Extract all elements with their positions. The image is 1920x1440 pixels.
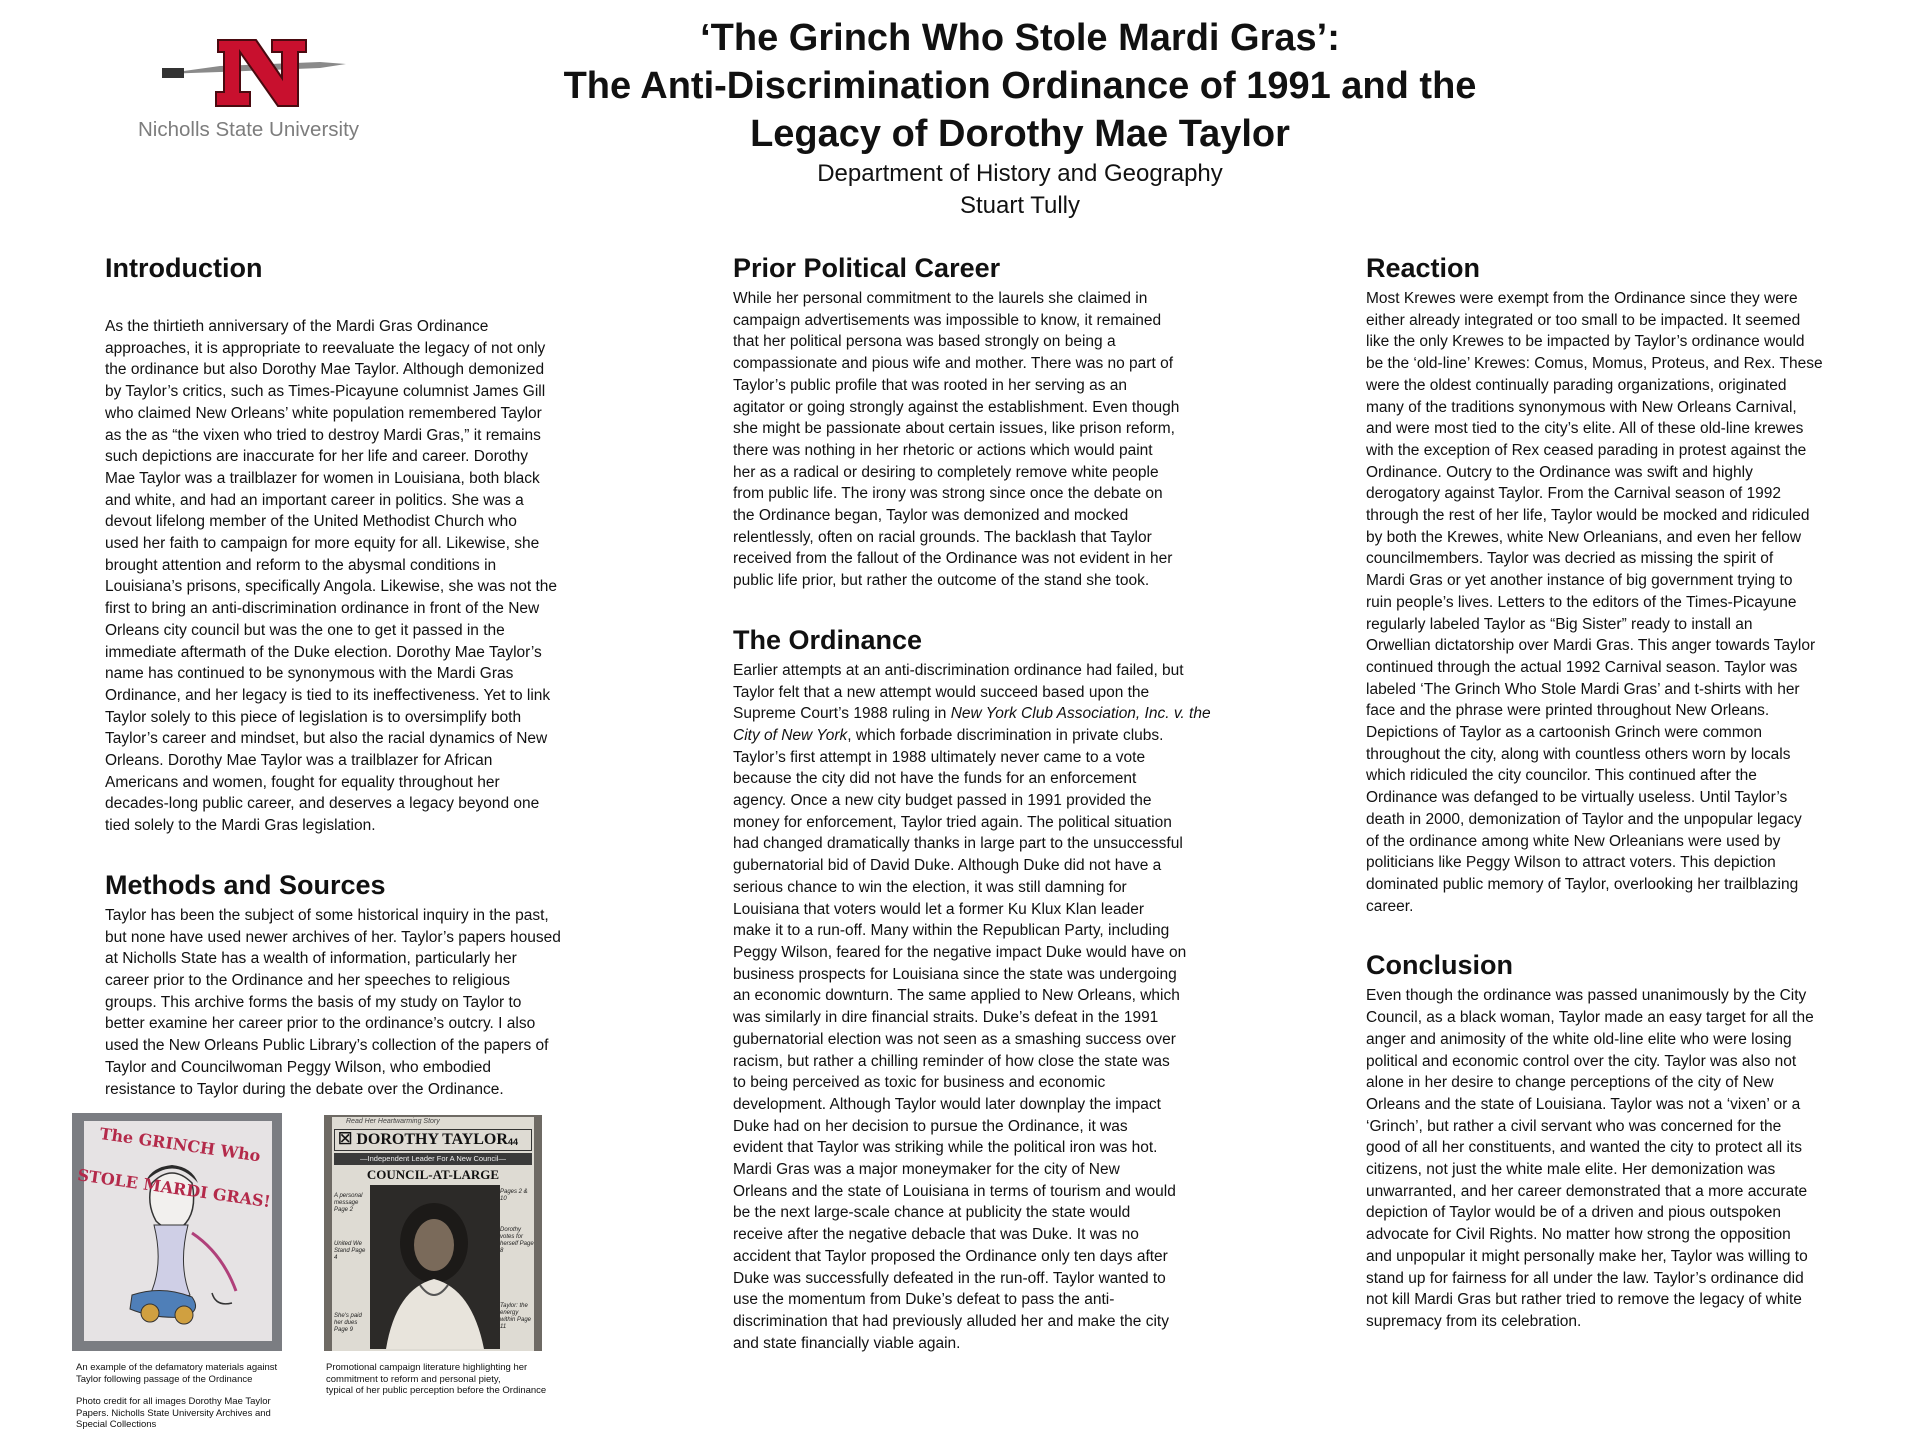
column-left bbox=[105, 250, 593, 1100]
side-note-3: United We Stand Page 4 bbox=[334, 1241, 366, 1261]
introduction-heading: Introduction bbox=[105, 253, 263, 283]
campaign-literature-photo bbox=[324, 1115, 542, 1351]
ordinance-text-before-case: Earlier attempts at an anti-discrimination ordinance had failed, but Taylor felt that a new attempt would succeed based upon the Supreme Court’s 1988 ruling in bbox=[733, 661, 1184, 723]
reaction-text: Most Krewes were exempt from the Ordinance since they were either already integrated or too small to be impacted. It seemed like the only Krewes to be impacted by Taylor’s ordinance would be the ‘old-line’ Krewes: Comus, Momus, Proteus, and Rex. These were the oldest continually parading organizations, originated many of the traditions synonymous with New Orleans Carnival, and were most tied to the city’s elite. All of these old-line krewes with the exception of Rex ceased parading in protest against the Ordinance. Outcry to the Ordinance was swift and highly derogatory against Taylor. From the Carnival season of 1992 through the rest of her life, Taylor would be mocked and ridiculed by both the Krewes, white New Orleanians, and even her fellow councilmembers. Taylor was decried as missing the spirit of Mardi Gras or yet another instance of big government trying to ruin people’s lives. Letters to the editors of the Times-Picayune regularly labeled Taylor as “Big Sister” ready to install an Orwellian dictatorship over Mardi Gras. This anger towards Taylor continued through the actual 1992 Carnival season. Taylor was labeled ‘The Grinch Who Stole Mardi Gras’ and t-shirts with her face and the phrase were printed throughout New Orleans. Depictions of Taylor as a cartoonish Grinch were common throughout the city, along with countless others worn by locals which ridiculed the city councilor. This continued after the Ordinance was defanged to be virtually useless. Until Taylor’s death in 2000, demonization of Taylor and the unpopular legacy of the ordinance among white New Orleanians were used by politicians like Peggy Wilson to attract voters. This depiction dominated public memory of Taylor, overlooking her trailblazing career. bbox=[1366, 290, 1823, 915]
side-note-2: Pages 2 & 10 bbox=[500, 1189, 528, 1202]
figure-1-caption: An example of the defamatory materials against Taylor following passage of the Ordinance bbox=[76, 1362, 278, 1385]
methods-heading: Methods and Sources bbox=[105, 869, 386, 900]
candidate-portrait-icon bbox=[370, 1185, 500, 1349]
methods-text: Taylor has been the subject of some historical inquiry in the past, but none have used newer archives of her. Taylor’s papers housed at Nicholls State has a wealth of information, particularly her career prior to the Ordinance and her speeches to religious groups. This archive forms the basis of my study on Taylor to better examine her career prior to the ordinance’s outcry. I also used the New Orleans Public Library’s collection of the papers of Taylor and Councilwoman Peggy Wilson, who embodied resistance to Taylor during the debate over the Ordinance. bbox=[105, 906, 561, 1098]
side-note-5: She's paid her dues Page 9 bbox=[334, 1313, 362, 1333]
university-name: Nicholls State University bbox=[138, 118, 360, 141]
prior-career-heading: Prior Political Career bbox=[733, 253, 1001, 283]
candidate-name-text: DOROTHY TAYLOR bbox=[356, 1131, 508, 1148]
office-title: COUNCIL-AT-LARGE bbox=[366, 1167, 500, 1182]
department: Department of History and Geography bbox=[817, 160, 1223, 187]
poster-title-line-1: ‘The Grinch Who Stole Mardi Gras’: bbox=[700, 17, 1340, 59]
prior-career-text: While her personal commitment to the laurels she claimed in campaign advertisements was impossible to know, it remained that her political persona was based strongly on being a compassionate and pious wife and mother. There was no part of Taylor’s public profile that was rooted in her serving as an agitator or going strongly against the establishment. Even though she might be passionate about certain issues, like prison reform, there was nothing in her rhetoric or actions which would paint her as a radical or desiring to completely remove white people from public life. The irony was strong since once the debate on the Ordinance began, Taylor was demonized and mocked relentlessly, often on racial grounds. The backlash that Taylor received from the fallout of the Ordinance was not evident in her public life prior, but rather the outcome of the stand she took. bbox=[733, 290, 1180, 590]
poster-header bbox=[480, 14, 1560, 222]
court-case-name: New York Club Association, Inc. v. the City of New York bbox=[733, 705, 1211, 744]
side-note-4: Dorothy votes for herself Page 8 bbox=[500, 1227, 534, 1254]
university-logo bbox=[130, 30, 370, 150]
ordinance-text bbox=[733, 660, 1221, 1355]
photo-credit: Photo credit for all images Dorothy Mae Taylor Papers. Nicholls State University Archives and Special Collections bbox=[76, 1396, 271, 1430]
candidate-name: ☒ DOROTHY TAYLOR bbox=[338, 1131, 508, 1148]
tagline: —Independent Leader For A New Council— bbox=[360, 1154, 506, 1163]
figure-2-caption: Promotional campaign literature highlighting her commitment to reform and personal piety, typical of her public perception before the Ordinance bbox=[326, 1362, 547, 1396]
reaction-heading: Reaction bbox=[1366, 253, 1481, 283]
conclusion-heading: Conclusion bbox=[1366, 950, 1513, 981]
conclusion-text: Even though the ordinance was passed unanimously by the City Council, as a black woman, Taylor made an easy target for all the anger and animosity of the white old-line elite who were losing political and economic control over the city. Taylor was also not alone in her desire to change perceptions of the city of New Orleans and the state of Louisiana. Taylor was not a ‘vixen’ or a ‘Grinch’, but rather a civil servant who was concerned for the good of all her constituents, and wanted the city to protect all its citizens, not just the white male elite. Her demonization was unwarranted, and her career demonstrated that a more accurate depiction of Taylor would be of a driven and pious outspoken advocate for Civil Rights. No matter how strong the opposition and unpopular it might personally make her, Taylor was willing to stand up for fairness for all under the law. Taylor’s ordinance did not kill Mardi Gras but rather tried to remove the legacy of white supremacy from its celebration. bbox=[1366, 987, 1814, 1330]
ordinance-heading: The Ordinance bbox=[733, 624, 923, 655]
newspaper-banner: Read Her Heartwarming Story bbox=[346, 1118, 440, 1125]
nicholls-n-logo-icon bbox=[160, 30, 350, 112]
author: Stuart Tully bbox=[959, 192, 1081, 219]
poster-title-line-3: Legacy of Dorothy Mae Taylor bbox=[750, 113, 1290, 155]
ballot-number: 44 bbox=[508, 1137, 519, 1147]
introduction-text: As the thirtieth anniversary of the Mardi Gras Ordinance approaches, it is appropriate to reevaluate the legacy of not only the ordinance but also Dorothy Mae Taylor. Although demonized by Taylor’s critics, such as Times-Picayune columnist James Gill who claimed New Orleans’ white population remembered Taylor as the as “the vixen who tried to destroy Mardi Gras,” it remains such depictions are inaccurate for her life and career. Dorothy Mae Taylor was a trailblazer for women in Louisiana, both black and white, and had an important career in politics. She was a devout lifelong member of the United Methodist Church who used her faith to campaign for more equity for all. Likewise, she brought attention and reform to the abysmal conditions in Louisiana’s prisons, specifically Angola. Likewise, she was not the first to bring an anti-discrimination ordinance in front of the New Orleans city council but was the one to get it passed in the immediate aftermath of the Duke election. Dorothy Mae Taylor’s name has continued to be synonymous with the Mardi Gras Ordinance, and her legacy is tied to its ineffectiveness. Yet to link Taylor solely to this piece of legislation is to oversimplify both Taylor’s career and mindset, but also the racial dynamics of New Orleans. Dorothy Mae Taylor was a trailblazer for African Americans and women, fought for equality throughout her decades-long public career, and deserves a legacy beyond one tied solely to the Mardi Gras legislation. bbox=[105, 318, 558, 835]
shirt-slogan: The GRINCH Who STOLE MARDI GRAS! bbox=[76, 1124, 272, 1212]
ordinance-text-after-case: , which forbade discrimination in private clubs. Taylor’s first attempt in 1988 ultimately never came to a vote because the city did not have the funds for an enforcement agency. Once a new city budget passed in 1991 provided the money for enforcement, Taylor tried again. The political situation had changed dramatically thanks in large part to the unsuccessful gubernatorial bid of David Duke. Although Duke did not have a serious chance to win the election, it was still damning for Louisiana that voters would let a former Ku Klux Klan leader make it to a run-off. Many within the Republican Party, including Peggy Wilson, feared for the negative impact Duke would have on business prospects for Louisiana since the state was undergoing an economic downturn. The same applied to New Orleans, which was similarly in dire financial straits. Duke’s defeat in the 1991 gubernatorial election was not seen as a smashing success over racism, but rather a chilling reminder of how close the state was to being perceived as toxic for business and economic development. Although Taylor would later downplay the impact Duke had on her decision to pursue the Ordinance, it was evident that Taylor was striking while the political iron was hot. Mardi Gras was a major moneymaker for the city of New Orleans and the state of Louisiana in terms of tourism and would be the next large-scale chance at publicity the state would receive after the negative debacle that was Duke. It was no accident that Taylor proposed the Ordinance only ten days after Duke was successfully defeated in the run-off. Taylor wanted to use the momentum from Duke’s defeat to pass the anti- discrimination that had previously alluded her and make the city and state financially viable again. bbox=[733, 726, 1187, 1352]
side-note-6: Taylor: the energy within Page 11 bbox=[500, 1303, 532, 1330]
poster-title-line-2: The Anti-Discrimination Ordinance of 1991 and the bbox=[563, 65, 1477, 107]
side-note-1: A personal message Page 2 bbox=[334, 1193, 363, 1213]
column-middle bbox=[733, 250, 1221, 1354]
column-right bbox=[1366, 250, 1854, 1333]
grinch-shirt-photo bbox=[72, 1113, 282, 1351]
